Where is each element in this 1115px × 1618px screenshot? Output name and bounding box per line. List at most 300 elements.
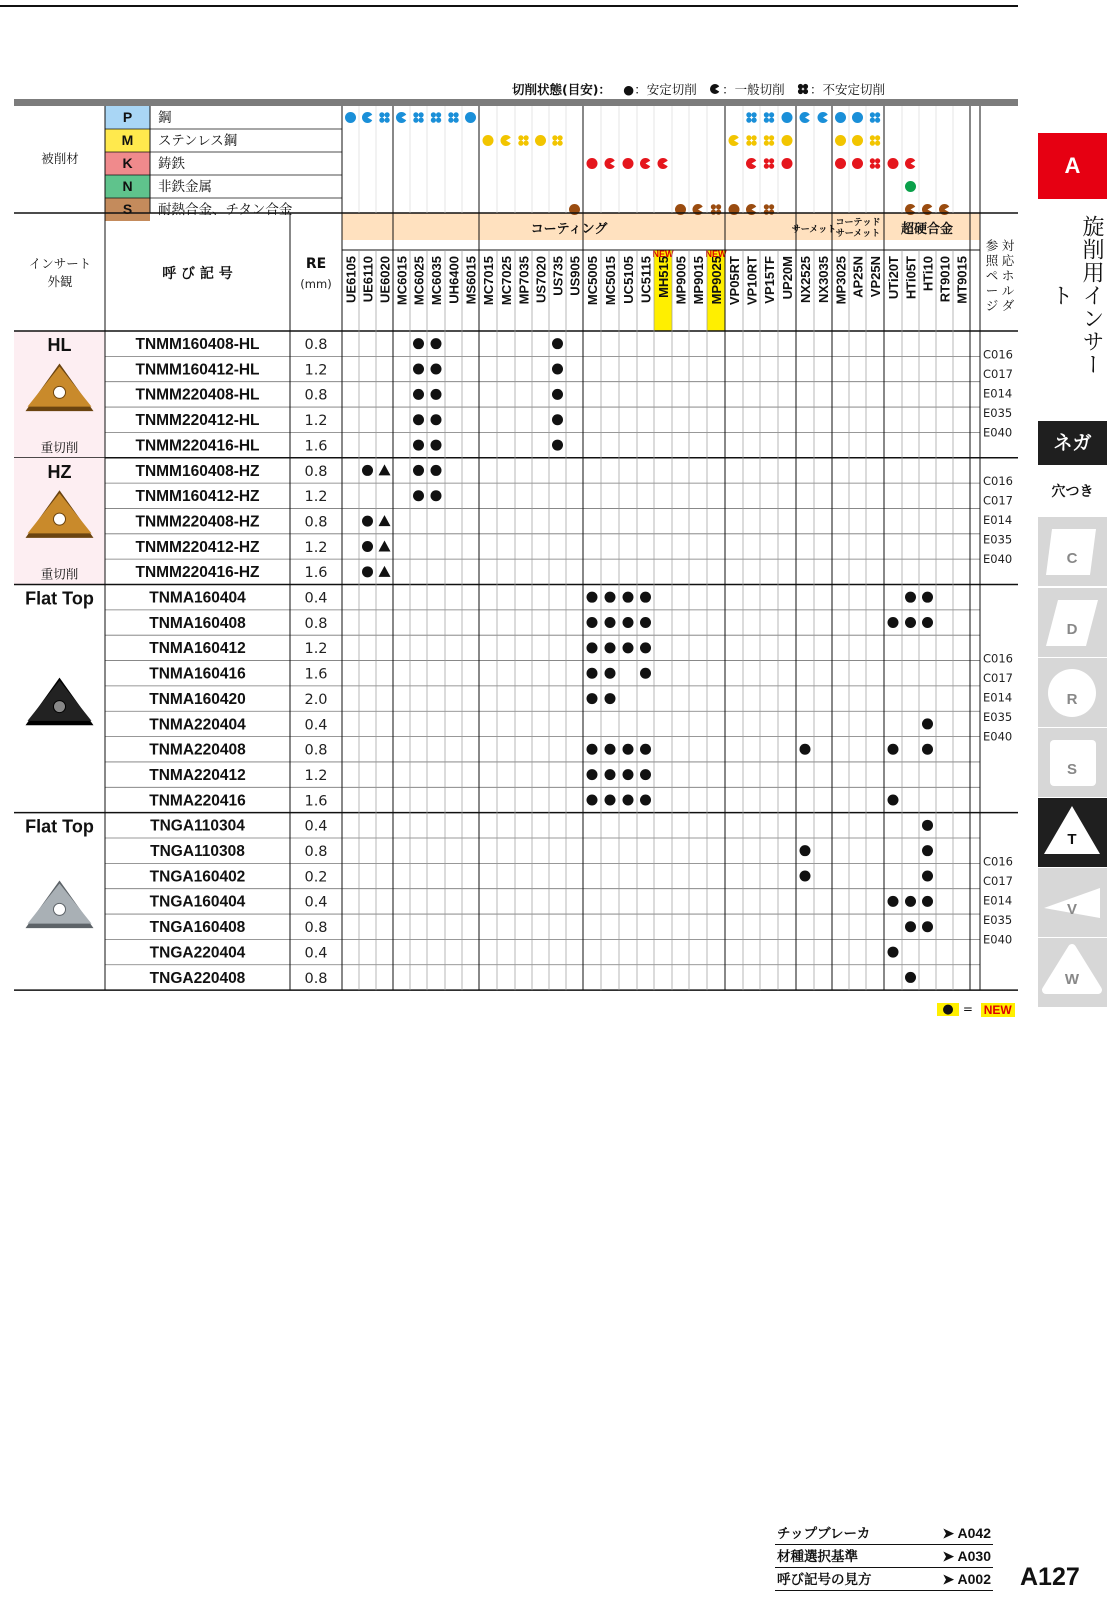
category-label: サーメット [791, 225, 837, 235]
suitable-dot [587, 592, 598, 603]
material-code: M [121, 132, 134, 148]
suitable-dot [800, 845, 811, 856]
grade-name-us905: US905 [567, 256, 583, 296]
ref-header-char: ホ [1001, 268, 1015, 283]
section-title: 旋削用インサート [1048, 214, 1104, 376]
ref-header-char: ー [985, 283, 999, 298]
suitable-dot [922, 820, 933, 831]
insert-code: TNMM220408-HZ [135, 513, 260, 531]
category-label: コーテッド [835, 218, 881, 228]
suitable-dot [552, 338, 563, 349]
unstable-mark [558, 141, 563, 146]
ref-header-char: ペ [985, 268, 999, 283]
unstable-mark [746, 141, 751, 146]
unstable-mark [454, 118, 459, 123]
re-value: 0.4 [304, 894, 328, 911]
suitable-dot [552, 389, 563, 400]
group-name: HL [47, 335, 72, 355]
insert-code: TNGA220408 [149, 969, 246, 987]
appearance-header-line2: 外観 [47, 274, 73, 289]
shape-letter: S [1066, 761, 1078, 778]
footer-link-chipbreaker[interactable] [775, 1522, 993, 1545]
hole-tab[interactable]: 穴つき [1051, 484, 1094, 500]
unstable-mark [518, 141, 523, 146]
category-label: サーメット [835, 229, 881, 239]
footer-page-num: A002 [957, 1571, 991, 1587]
suitable-dot [587, 668, 598, 679]
new-key-label: NEW [981, 1003, 1015, 1017]
shape-tab-s[interactable] [1038, 728, 1107, 797]
unstable-mark [413, 118, 418, 123]
insert-code: TNGA160404 [149, 893, 246, 911]
grade-name-rt9010: RT9010 [937, 256, 953, 303]
re-value: 0.8 [304, 742, 328, 759]
grade-name-mp9025: MP9025 [709, 256, 724, 305]
suitable-triangle [379, 540, 391, 551]
suitable-dot [922, 744, 933, 755]
suitable-dot [888, 617, 899, 628]
suitable-dot [605, 769, 616, 780]
footer-page-num: A042 [957, 1525, 991, 1541]
suitable-dot [362, 541, 373, 552]
insert-code: TNGA160408 [149, 919, 246, 937]
insert-code: TNMA220416 [149, 792, 246, 810]
insert-icon [26, 880, 94, 928]
grade-name-mp7035: MP7035 [516, 256, 532, 305]
stable-mark [905, 181, 916, 192]
shape-letter: T [1067, 831, 1077, 848]
insert-code: TNMA160412 [149, 640, 246, 658]
grade-name-ue6110: UE6110 [360, 256, 376, 303]
stable-mark [587, 158, 598, 169]
grade-name-mp9005: MP9005 [673, 256, 689, 305]
unstable-mark [385, 118, 390, 123]
suitable-dot [431, 440, 442, 451]
suitable-dot [640, 668, 651, 679]
grade-name-us7020: US7020 [533, 256, 549, 303]
new-key-eq: = [962, 1002, 973, 1016]
insert-icon [26, 678, 94, 726]
grade-name-mc5015: MC5015 [603, 256, 618, 306]
unstable-mark [552, 141, 557, 146]
ref-header-char: ル [1001, 283, 1015, 298]
grade-name-ap25n: AP25N [850, 256, 866, 298]
suitable-dot [362, 566, 373, 577]
designation-header: 呼 び 記 号 [162, 266, 233, 282]
suitable-dot [587, 693, 598, 704]
footer-label: 呼び記号の見方 [777, 1572, 872, 1588]
grade-name-mc7025: MC7025 [499, 256, 514, 306]
ref-header-char: ダ [1001, 298, 1015, 313]
unstable-mark [448, 118, 453, 123]
suitable-dot [922, 871, 933, 882]
re-value: 1.2 [304, 489, 328, 506]
shape-letter: R [1066, 691, 1078, 708]
suitable-dot [888, 896, 899, 907]
suitable-dot [640, 744, 651, 755]
holder-ref: C017 [983, 671, 1013, 686]
suitable-dot [605, 744, 616, 755]
re-value: 0.8 [304, 337, 328, 353]
unstable-mark [746, 135, 751, 140]
suitable-dot [922, 718, 933, 729]
unstable-mark [454, 112, 459, 117]
shape-tab-w[interactable] [1038, 938, 1107, 1007]
footer-links [775, 1522, 993, 1591]
nega-tab[interactable]: ネガ [1038, 421, 1107, 465]
unstable-mark [379, 112, 384, 117]
suitable-dot [640, 769, 651, 780]
shape-t-icon [1038, 798, 1107, 867]
suitable-dot [413, 440, 424, 451]
unstable-mark [764, 112, 769, 117]
holder-ref: E014 [983, 690, 1013, 705]
suitable-dot [623, 744, 634, 755]
suitable-dot [605, 668, 616, 679]
category-label: 超硬合金 [900, 222, 954, 237]
shape-d-icon [1038, 588, 1107, 657]
suitable-dot [905, 972, 916, 983]
unstable-mark [752, 118, 757, 123]
unstable-mark [379, 118, 384, 123]
suitable-dot [552, 440, 563, 451]
unstable-mark [769, 112, 774, 117]
stable-mark [852, 158, 863, 169]
suitable-dot [922, 845, 933, 856]
suitable-dot [413, 414, 424, 425]
insert-code: TNMA160408 [149, 614, 246, 632]
material-code: P [122, 109, 133, 125]
unstable-mark [419, 112, 424, 117]
new-key [937, 1002, 1015, 1017]
insert-code: TNMM160412-HZ [135, 488, 260, 506]
re-value: 2.0 [304, 691, 328, 708]
re-value: 0.4 [304, 717, 328, 734]
stable-mark [835, 112, 846, 123]
unstable-mark [716, 210, 721, 215]
re-value: 1.6 [304, 793, 328, 810]
unstable-mark [552, 135, 557, 140]
re-value: 0.8 [304, 463, 328, 480]
unstable-mark [769, 210, 774, 215]
suitable-triangle [379, 566, 391, 577]
unstable-mark [870, 141, 875, 146]
footer-label: チップブレーカ [777, 1526, 871, 1542]
legend-stable: ●：安定切削 [623, 82, 697, 97]
shape-letter: C [1066, 550, 1078, 567]
suitable-dot [362, 516, 373, 527]
suitable-dot [431, 490, 442, 501]
ref-header-char: 照 [985, 253, 999, 268]
shape-c-icon [1038, 517, 1107, 586]
suitable-dot [605, 794, 616, 805]
unstable-mark [764, 210, 769, 215]
unstable-mark [711, 204, 716, 209]
ref-header-char: 応 [1001, 253, 1015, 268]
grade-name-mh515: MH515 [656, 256, 671, 298]
ref-header-char: ジ [985, 298, 999, 313]
unstable-mark [436, 112, 441, 117]
insert-code: TNGA110304 [150, 817, 245, 835]
holder-ref: C016 [983, 347, 1013, 362]
footer-link-grade-selection[interactable] [775, 1545, 993, 1568]
holder-ref: E014 [983, 513, 1013, 528]
holder-ref: E040 [983, 552, 1013, 567]
suitable-dot [431, 465, 442, 476]
stable-mark [535, 135, 546, 146]
grade-name-vp05rt: VP05RT [727, 256, 742, 306]
stable-mark [345, 112, 356, 123]
group-subtitle: 重切削 [40, 566, 79, 582]
grade-name-hti10: HTi10 [920, 256, 936, 292]
sidebar [1038, 133, 1107, 199]
stable-mark [782, 158, 793, 169]
holder-ref: C016 [983, 474, 1013, 489]
insert-code: TNGA220404 [149, 944, 246, 962]
unstable-mark [419, 118, 424, 123]
re-value: 0.8 [304, 970, 328, 987]
group-subtitle: 重切削 [40, 439, 79, 455]
grade-name-up20m: UP20M [780, 256, 795, 300]
re-value: 1.2 [304, 539, 328, 556]
unstable-mark [769, 204, 774, 209]
material-name: 非鉄金属 [158, 179, 212, 195]
re-value: 0.8 [304, 514, 328, 531]
unstable-mark [764, 135, 769, 140]
re-value: 1.2 [304, 767, 328, 784]
unstable-mark [875, 135, 880, 140]
group-name: Flat Top [25, 588, 94, 609]
stable-mark [852, 112, 863, 123]
unstable-mark [870, 118, 875, 123]
suitable-dot [552, 364, 563, 375]
grade-name-uc5105: UC5105 [621, 256, 636, 304]
unstable-mark [875, 158, 880, 163]
suitable-dot [640, 794, 651, 805]
insert-code: TNMM220412-HZ [135, 538, 260, 556]
unstable-mark [385, 112, 390, 117]
unstable-mark [875, 141, 880, 146]
unstable-mark [769, 141, 774, 146]
holder-ref: E035 [983, 405, 1013, 420]
suitable-dot [623, 794, 634, 805]
holder-ref: E040 [983, 425, 1013, 440]
re-value: 1.2 [304, 362, 328, 379]
grade-name-uti20t: UTi20T [886, 256, 901, 300]
material-name: 鋳鉄 [158, 156, 185, 172]
re-value: 0.4 [304, 945, 328, 962]
unstable-mark [518, 135, 523, 140]
grade-name-nx3035: NX3035 [816, 256, 831, 303]
suitable-dot [587, 642, 598, 653]
grade-name-mt9015: MT9015 [954, 256, 970, 304]
suitable-dot [922, 592, 933, 603]
unstable-mark [413, 112, 418, 117]
re-value: 0.4 [304, 818, 328, 835]
suitable-dot [431, 364, 442, 375]
shape-tab-d[interactable] [1038, 588, 1107, 657]
grade-name-mp9015: MP9015 [691, 256, 706, 305]
shape-tab-t[interactable] [1038, 798, 1107, 867]
insert-code: TNMM160408-HZ [135, 462, 260, 480]
suitable-dot [552, 414, 563, 425]
suitable-dot [413, 338, 424, 349]
suitable-dot [587, 794, 598, 805]
group-name: HZ [47, 461, 72, 482]
new-grade-tag: NEW [652, 249, 674, 259]
re-value: 0.4 [304, 590, 328, 607]
suitable-dot [413, 364, 424, 375]
group-name: Flat Top [25, 816, 94, 837]
appearance-header-line1: インサート [28, 256, 92, 271]
stable-mark [888, 158, 899, 169]
unstable-mark [524, 141, 529, 146]
suitable-dot [905, 592, 916, 603]
unstable-mark [752, 135, 757, 140]
suitable-dot [605, 617, 616, 628]
suitable-dot [905, 617, 916, 628]
unstable-mark [870, 135, 875, 140]
shape-tab-r[interactable] [1038, 658, 1107, 727]
holder-ref: E040 [983, 932, 1013, 947]
legend-general: ：一般切削 [722, 82, 785, 97]
footer-link-designation[interactable] [775, 1568, 993, 1591]
shape-s-icon [1038, 728, 1107, 797]
suitable-dot [623, 617, 634, 628]
material-name: ステンレス鋼 [158, 133, 238, 149]
unstable-mark [746, 112, 751, 117]
suitable-dot [623, 769, 634, 780]
unstable-mark [752, 112, 757, 117]
stable-mark [835, 135, 846, 146]
suitable-dot [413, 465, 424, 476]
unstable-mark [764, 164, 769, 169]
insert-code: TNMM220416-HL [135, 437, 260, 455]
insert-code: TNGA110308 [150, 843, 245, 860]
shape-tab-c[interactable] [1038, 517, 1107, 586]
suitable-dot [640, 642, 651, 653]
unstable-mark [764, 118, 769, 123]
re-value: 0.8 [304, 844, 328, 860]
holder-ref: E035 [983, 912, 1013, 927]
legend-unstable: ：不安定切削 [809, 82, 885, 97]
suitable-dot [413, 490, 424, 501]
re-value: 1.6 [304, 666, 328, 683]
holder-ref: C017 [983, 493, 1013, 508]
unstable-mark [870, 112, 875, 117]
material-code: N [122, 178, 133, 194]
unstable-mark [875, 112, 880, 117]
shape-r-icon [1038, 658, 1107, 727]
material-code: S [122, 201, 133, 217]
suitable-dot [605, 693, 616, 704]
shape-letter: D [1066, 621, 1078, 638]
insert-hole [54, 701, 66, 713]
insert-code: TNMM220412-HL [135, 412, 260, 430]
re-value: 1.2 [304, 641, 328, 658]
suitable-dot [905, 896, 916, 907]
insert-code: TNMA160404 [149, 589, 246, 607]
category-label: コーティング [530, 222, 608, 237]
unstable-mark [431, 118, 436, 123]
suitable-dot [888, 794, 899, 805]
stable-mark [483, 135, 494, 146]
unstable-mark [711, 210, 716, 215]
suitable-dot [800, 871, 811, 882]
insert-code: TNMA160416 [149, 665, 246, 683]
shape-letter: W [1064, 971, 1080, 988]
holder-ref: C016 [983, 854, 1013, 869]
grade-name-mc5005: MC5005 [585, 256, 600, 306]
re-value: 1.2 [304, 413, 328, 430]
holder-ref: C017 [983, 366, 1013, 381]
suitable-dot [922, 921, 933, 932]
re-unit: (mm) [300, 277, 332, 291]
insert-code: TNMA220404 [149, 716, 246, 734]
suitable-dot [605, 592, 616, 603]
grade-name-mp3025: MP3025 [833, 256, 849, 305]
stable-mark [852, 135, 863, 146]
grade-name-nx2525: NX2525 [798, 256, 813, 303]
grade-name-hti05t: HTi05T [903, 256, 919, 300]
holder-ref: C017 [983, 873, 1013, 888]
suitable-dot [587, 617, 598, 628]
shape-tab-v[interactable] [1038, 868, 1107, 937]
re-value: 0.8 [304, 387, 328, 404]
new-dot-key: ● [937, 1003, 959, 1016]
grade-name-vp10rt: VP10RT [744, 256, 760, 306]
insert-code: TNMM160408-HL [135, 336, 260, 353]
suitable-dot [623, 592, 634, 603]
grade-name-ue6020: UE6020 [377, 256, 393, 303]
grade-name-vp25n: VP25N [868, 256, 883, 298]
insert-code: TNMA220408 [149, 741, 246, 759]
suitable-dot [623, 642, 634, 653]
grade-name-uc5115: UC5115 [638, 256, 654, 303]
re-value: 0.8 [304, 615, 328, 632]
insert-hole [54, 513, 66, 525]
ref-header-char: 対 [1001, 238, 1015, 253]
suitable-dot [888, 744, 899, 755]
re-value: 0.8 [304, 920, 328, 937]
suitable-dot [922, 617, 933, 628]
unstable-mark [870, 164, 875, 169]
stable-mark [835, 158, 846, 169]
insert-code: TNMM220408-HL [135, 386, 260, 404]
unstable-mark [764, 141, 769, 146]
insert-code: TNMM160412-HL [135, 361, 260, 379]
suitable-dot [800, 744, 811, 755]
unstable-mark [769, 158, 774, 163]
unstable-mark [431, 112, 436, 117]
suitable-dot [605, 642, 616, 653]
re-header: RE [305, 256, 327, 272]
unstable-mark [746, 118, 751, 123]
suitable-dot [413, 389, 424, 400]
grade-name-mc6035: MC6035 [429, 256, 444, 306]
suitable-dot [431, 338, 442, 349]
grade-name-ms6015: MS6015 [463, 256, 479, 305]
holder-ref: E040 [983, 729, 1013, 744]
unstable-mark [769, 135, 774, 140]
section-tab-a[interactable]: A [1038, 133, 1107, 199]
unstable-mark [875, 118, 880, 123]
material-name: 鋼 [158, 110, 172, 126]
suitable-dot [362, 465, 373, 476]
unstable-mark [716, 204, 721, 209]
grade-name-mc7015: MC7015 [481, 256, 496, 306]
insert-code: TNGA160402 [149, 868, 246, 886]
